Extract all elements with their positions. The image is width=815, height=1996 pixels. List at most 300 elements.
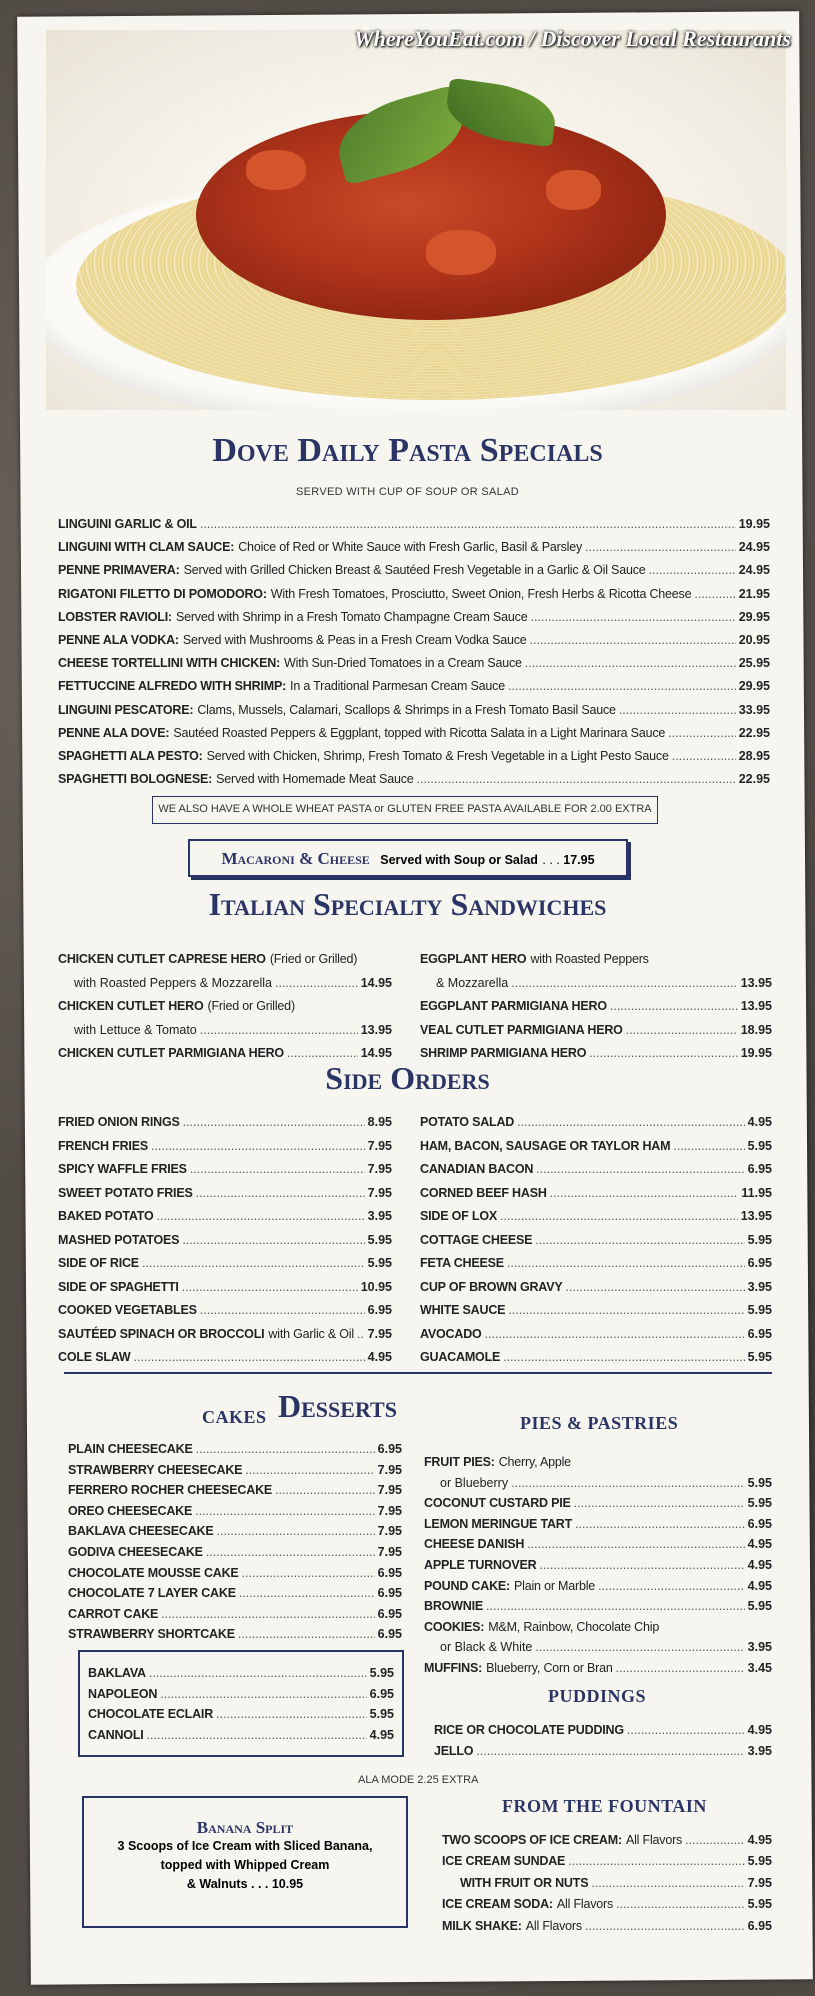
pasta-item-desc: Served with Mushrooms & Peas in a Fresh Cream Vodka Sauce xyxy=(182,633,527,647)
cake-item-price: 7.95 xyxy=(377,1524,402,1539)
pudding-item xyxy=(434,1723,772,1737)
side-item xyxy=(420,1209,772,1223)
side-item-price: 5.95 xyxy=(747,1232,772,1247)
side-item-name: POTATO SALAD xyxy=(420,1115,515,1129)
sandwich-item xyxy=(58,1046,392,1060)
side-item xyxy=(420,1186,772,1200)
leader-dots xyxy=(476,1744,744,1758)
leader-dots xyxy=(574,1496,745,1510)
side-item-price: 5.95 xyxy=(367,1232,392,1247)
pasta-item xyxy=(58,563,770,577)
side-item-price: 11.95 xyxy=(741,1185,772,1200)
pasta-item-price: 33.95 xyxy=(738,702,770,717)
pie-item xyxy=(424,1620,772,1634)
sandwich-item-name: CHICKEN CUTLET PARMIGIANA HERO xyxy=(58,1046,284,1060)
sandwich-item-continued xyxy=(436,976,772,990)
sandwich-item-price: 13.95 xyxy=(740,999,772,1013)
side-item-price: 5.95 xyxy=(747,1303,772,1317)
leader-dots xyxy=(200,1023,358,1037)
sandwich-item-name: EGGPLANT PARMIGIANA HERO xyxy=(420,999,607,1013)
banana-split-line3-wrap xyxy=(82,1875,408,1894)
leader-dots xyxy=(200,517,736,531)
pasta-item-desc: With Sun-Dried Tomatoes in a Cream Sauce xyxy=(284,656,522,671)
side-item-price: 3.95 xyxy=(367,1209,392,1223)
leader-dots xyxy=(182,1233,364,1247)
pasta-item-price: 22.95 xyxy=(738,772,770,787)
banana-split-line2: topped with Whipped Cream xyxy=(160,1858,330,1872)
side-item-name: COTTAGE CHEESE xyxy=(420,1232,533,1247)
leader-dots xyxy=(161,1607,374,1621)
pasta-note: WE ALSO HAVE A WHOLE WHEAT PASTA or GLUTEN FREE PASTA AVAILABLE FOR 2.00 EXTRA xyxy=(158,803,652,815)
fountain-item xyxy=(442,1854,772,1868)
side-item-price: 4.95 xyxy=(367,1350,392,1364)
pasta-item-name: SPAGHETTI BOLOGNESE: xyxy=(58,772,213,787)
pasta-item-name: SPAGHETTI ALA PESTO: xyxy=(58,749,203,763)
sandwich-item-name: SHRIMP PARMIGIANA HERO xyxy=(420,1046,587,1060)
fountain-item-desc: All Flavors xyxy=(625,1833,683,1847)
side-item xyxy=(58,1115,392,1129)
side-item-name: COOKED VEGETABLES xyxy=(58,1303,197,1317)
side-item-price: 3.95 xyxy=(747,1279,772,1294)
side-item-price: 13.95 xyxy=(740,1209,772,1223)
pie-item-line2: or Blueberry xyxy=(440,1475,509,1490)
pie-item-name: CHEESE DANISH xyxy=(424,1537,525,1552)
leader-dots xyxy=(157,1209,365,1223)
sandwich-item-line2: & Mozzarella xyxy=(436,975,509,990)
mac-desc: Served with Soup or Salad xyxy=(380,853,538,867)
tomato-shape xyxy=(426,230,496,275)
pudding-item-name: JELLO xyxy=(434,1743,474,1758)
leader-dots xyxy=(627,1723,745,1737)
pasta-item xyxy=(58,726,770,740)
leader-dots xyxy=(511,976,737,990)
pie-item-desc: Cherry, Apple xyxy=(498,1455,571,1469)
pie-item xyxy=(424,1455,772,1469)
pasta-item-name: PENNE ALA DOVE: xyxy=(58,725,170,740)
pasta-item-desc: Served with Homemade Meat Sauce xyxy=(216,772,414,787)
pasta-item-name: LINGUINI WITH CLAM SAUCE: xyxy=(58,540,235,555)
sandwich-item-price: 19.95 xyxy=(740,1046,772,1060)
pasta-item-desc: With Fresh Tomatoes, Prosciutto, Sweet Onion, Fresh Herbs & Ricotta Cheese xyxy=(270,586,692,601)
side-item xyxy=(58,1162,392,1176)
pasta-item-price: 19.95 xyxy=(738,517,770,531)
side-item-name: SPICY WAFFLE FRIES xyxy=(58,1162,187,1176)
side-item-name: AVOCADO xyxy=(420,1326,482,1341)
leader-dots xyxy=(589,1046,738,1060)
side-item-price: 6.95 xyxy=(747,1326,772,1341)
pastry-item xyxy=(88,1728,394,1742)
leader-dots xyxy=(183,1115,365,1129)
cake-item-price: 7.95 xyxy=(377,1503,402,1518)
sandwiches-section-title: Italian Specialty Sandwiches xyxy=(208,886,607,922)
fountain-item-desc: All Flavors xyxy=(525,1918,582,1933)
pastry-item xyxy=(88,1687,394,1701)
sandwich-item-name: VEAL CUTLET PARMIGIANA HERO xyxy=(420,1022,623,1037)
side-item xyxy=(420,1280,772,1294)
side-item-price: 7.95 xyxy=(367,1162,392,1176)
banana-split-line1: 3 Scoops of Ice Cream with Sliced Banana, xyxy=(117,1839,373,1853)
side-item-name: GUACAMOLE xyxy=(420,1350,501,1364)
fountain-item-price: 5.95 xyxy=(747,1854,772,1869)
cakes-title: CAKES xyxy=(202,1407,267,1427)
leader-dots xyxy=(239,1586,375,1600)
sandwich-item-desc: (Fried or Grilled) xyxy=(269,952,358,966)
banana-split-price: 10.95 xyxy=(271,1877,304,1891)
sandwich-item-desc: (Fried or Grilled) xyxy=(207,999,295,1013)
side-item-desc: with Garlic & Oil xyxy=(268,1326,354,1341)
sandwich-item-price: 18.95 xyxy=(740,1022,772,1037)
side-item-price: 6.95 xyxy=(367,1303,392,1317)
side-item xyxy=(58,1209,392,1223)
leader-dots xyxy=(195,1504,375,1518)
side-item-price: 5.95 xyxy=(367,1256,392,1270)
sandwich-item xyxy=(420,999,772,1013)
side-item xyxy=(58,1256,392,1270)
cake-item-name: CHOCOLATE MOUSSE CAKE xyxy=(68,1565,239,1580)
pie-item-price: 6.95 xyxy=(747,1516,772,1531)
pastry-item-price: 6.95 xyxy=(369,1686,394,1701)
leader-dots xyxy=(517,1115,745,1129)
pasta-item xyxy=(58,587,770,601)
pie-item-desc: M&M, Rainbow, Chocolate Chip xyxy=(488,1619,660,1634)
cake-item-name: FERRERO ROCHER CHEESECAKE xyxy=(68,1483,273,1498)
pasta-item-name: RIGATONI FILETTO DI POMODORO: xyxy=(58,586,267,601)
pie-item-continued xyxy=(440,1476,772,1490)
pasta-item-price: 28.95 xyxy=(738,749,770,763)
side-item-price: 10.95 xyxy=(360,1279,392,1294)
pie-item-name: APPLE TURNOVER xyxy=(424,1558,537,1572)
leader-dots xyxy=(540,1558,745,1572)
leader-dots xyxy=(245,1463,374,1477)
fountain-item-price: 7.95 xyxy=(747,1875,772,1890)
leader-dots xyxy=(508,1303,744,1317)
tomato-shape xyxy=(546,170,601,210)
pasta-item-name: LINGUINI PESCATORE: xyxy=(58,702,194,717)
pie-item-price: 5.95 xyxy=(747,1599,772,1614)
pie-item-price: 3.45 xyxy=(747,1661,772,1675)
pasta-item xyxy=(58,610,770,624)
cake-item-price: 7.95 xyxy=(377,1462,402,1477)
fountain-item-name: ICE CREAM SODA: xyxy=(442,1897,553,1912)
side-item xyxy=(58,1233,392,1247)
pastry-item-name: CANNOLI xyxy=(88,1727,144,1742)
pastry-item-name: BAKLAVA xyxy=(88,1666,146,1680)
leader-dots xyxy=(694,587,735,601)
leader-dots xyxy=(527,1537,744,1551)
pudding-item-name: RICE OR CHOCOLATE PUDDING xyxy=(434,1723,624,1737)
pie-item-desc: Blueberry, Corn or Bran xyxy=(486,1661,613,1675)
pasta-item-desc: Served with Chicken, Shrimp, Fresh Tomato & Fresh Vegetable in a Light Pesto Sauce xyxy=(206,749,669,763)
fountain-item-price: 4.95 xyxy=(747,1833,772,1847)
side-item-name: CANADIAN BACON xyxy=(420,1162,534,1176)
pie-item xyxy=(424,1599,772,1613)
leader-dots xyxy=(160,1687,366,1701)
side-item xyxy=(58,1350,392,1364)
leader-dots xyxy=(535,1233,744,1247)
side-item-price: 5.95 xyxy=(747,1138,772,1153)
pastry-item-price: 5.95 xyxy=(369,1666,394,1680)
leader-dots xyxy=(190,1162,365,1176)
leader-dots xyxy=(591,1876,744,1890)
cake-item-name: CHOCOLATE 7 LAYER CAKE xyxy=(68,1586,236,1601)
leader-dots xyxy=(147,1728,367,1742)
cake-item xyxy=(68,1463,402,1477)
section-divider xyxy=(64,1372,772,1374)
leader-dots xyxy=(508,679,736,693)
pastry-item-name: CHOCOLATE ECLAIR xyxy=(88,1707,214,1722)
pie-item-price: 3.95 xyxy=(747,1640,772,1655)
side-item xyxy=(420,1233,772,1247)
side-item xyxy=(420,1162,772,1176)
sandwich-item xyxy=(420,1046,772,1060)
pasta-item-desc: Served with Shrimp in a Fresh Tomato Champagne Cream Sauce xyxy=(175,609,528,624)
side-item-name: SAUTÉED SPINACH OR BROCCOLI xyxy=(58,1326,265,1341)
pie-item-name: COOKIES: xyxy=(424,1619,485,1634)
leader-dots xyxy=(649,563,736,577)
banana-split-title: Banana Split xyxy=(196,1818,294,1837)
fountain-item xyxy=(442,1897,772,1911)
side-item xyxy=(58,1280,392,1294)
pasta-section-title: Dove Daily Pasta Specials xyxy=(212,432,603,469)
side-item-name: BAKED POTATO xyxy=(58,1209,154,1223)
leader-dots xyxy=(525,656,736,670)
pasta-item-name: LINGUINI GARLIC & OIL xyxy=(58,517,197,531)
pasta-item-price: 25.95 xyxy=(738,656,770,671)
pudding-item-price: 4.95 xyxy=(747,1723,772,1737)
leader-dots xyxy=(575,1517,745,1531)
pudding-item xyxy=(434,1744,772,1758)
cake-item xyxy=(68,1627,402,1641)
sandwich-item xyxy=(58,999,392,1013)
side-item-name: SIDE OF RICE xyxy=(58,1256,139,1270)
mac-price: 17.95 xyxy=(563,853,595,867)
sandwich-item-price: 13.95 xyxy=(360,1022,392,1037)
sandwich-item-name: CHICKEN CUTLET HERO xyxy=(58,999,204,1013)
leader-dots xyxy=(565,1280,744,1294)
leader-dots xyxy=(511,1476,745,1490)
leader-dots xyxy=(287,1046,358,1060)
side-item-price: 6.95 xyxy=(747,1256,772,1270)
pie-item xyxy=(424,1579,772,1593)
pasta-item xyxy=(58,633,770,647)
cake-item xyxy=(68,1442,402,1456)
cake-item-name: BAKLAVA CHEESECAKE xyxy=(68,1524,214,1539)
side-item-name: MASHED POTATOES xyxy=(58,1232,180,1247)
pie-item-price: 4.95 xyxy=(747,1578,772,1593)
fountain-item xyxy=(442,1833,772,1847)
side-item-name: FETA CHEESE xyxy=(420,1256,504,1270)
fountain-item-name: ICE CREAM SUNDAE xyxy=(442,1854,566,1869)
pie-item-name: LEMON MERINGUE TART xyxy=(424,1516,573,1531)
leader-dots xyxy=(685,1833,745,1847)
side-item-name: SIDE OF LOX xyxy=(420,1209,497,1223)
side-item-price: 4.95 xyxy=(747,1115,772,1129)
pie-item-price: 4.95 xyxy=(747,1558,772,1572)
leader-dots xyxy=(200,1303,365,1317)
side-item-name: COLE SLAW xyxy=(58,1350,131,1364)
pie-item-name: MUFFINS: xyxy=(424,1661,483,1675)
sandwich-item xyxy=(420,1023,772,1037)
leader-dots xyxy=(610,999,738,1013)
pie-item xyxy=(424,1537,772,1551)
fountain-item xyxy=(460,1876,772,1890)
leader-dots xyxy=(216,1707,367,1721)
side-item xyxy=(420,1139,772,1153)
sandwich-item-name: CHICKEN CUTLET CAPRESE HERO xyxy=(58,952,266,966)
side-item xyxy=(58,1327,392,1341)
leader-dots xyxy=(357,1327,365,1341)
pasta-item-price: 20.95 xyxy=(738,633,770,647)
pastry-item-name: NAPOLEON xyxy=(88,1686,158,1701)
pastry-item-price: 4.95 xyxy=(369,1727,394,1742)
pasta-item-name: PENNE ALA VODKA: xyxy=(58,633,179,647)
pie-item-price: 5.95 xyxy=(747,1496,772,1511)
sandwich-item-price: 13.95 xyxy=(740,975,772,990)
cake-item-name: STRAWBERRY CHEESECAKE xyxy=(68,1462,243,1477)
cake-item-price: 6.95 xyxy=(377,1606,402,1621)
cake-item xyxy=(68,1483,402,1497)
pasta-photo xyxy=(46,30,786,410)
sandwich-item xyxy=(420,952,772,966)
pasta-item xyxy=(58,703,770,717)
pasta-item-desc: Clams, Mussels, Calamari, Scallops & Shrimps in a Fresh Tomato Basil Sauce xyxy=(197,702,616,717)
desserts-section-title: Desserts xyxy=(278,1388,397,1424)
side-item-price: 6.95 xyxy=(747,1162,772,1176)
leader-dots xyxy=(485,1327,745,1341)
pasta-item xyxy=(58,656,770,670)
side-item-name: CORNED BEEF HASH xyxy=(420,1185,547,1200)
sides-section-title: Side Orders xyxy=(325,1060,490,1096)
pie-item-line2: or Black & White xyxy=(440,1640,533,1655)
banana-split xyxy=(82,1818,408,1894)
pasta-item-desc: Sautéed Roasted Peppers & Eggplant, topped with Ricotta Salata in a Light Marinara Sauce xyxy=(173,725,666,740)
leader-dots xyxy=(507,1256,745,1270)
leader-dots xyxy=(134,1350,365,1364)
leader-dots xyxy=(275,976,358,990)
pasta-item-price: 24.95 xyxy=(738,540,770,555)
sandwich-item-continued xyxy=(74,1023,392,1037)
pasta-item xyxy=(58,749,770,763)
cake-item-name: STRAWBERRY SHORTCAKE xyxy=(68,1627,235,1642)
side-item-name: FRIED ONION RINGS xyxy=(58,1115,180,1129)
leader-dots xyxy=(486,1599,745,1613)
pastry-item-price: 5.95 xyxy=(369,1707,394,1722)
fountain-item-desc: All Flavors xyxy=(556,1897,614,1912)
side-item-name: CUP OF BROWN GRAVY xyxy=(420,1279,563,1294)
watermark: WhereYouEat.com / Discover Local Restaurants xyxy=(354,26,791,51)
pie-item-name: BROWNIE xyxy=(424,1599,484,1614)
banana-split-line3: & Walnuts xyxy=(186,1877,248,1891)
sandwich-item-price: 14.95 xyxy=(360,975,392,990)
leader-dots xyxy=(206,1545,375,1559)
side-item-name: WHITE SAUCE xyxy=(420,1303,506,1317)
leader-dots xyxy=(242,1566,375,1580)
leader-dots xyxy=(668,726,736,740)
leader-dots xyxy=(568,1854,744,1868)
pastry-item xyxy=(88,1707,394,1721)
leader-dots xyxy=(275,1483,375,1497)
cake-item-name: PLAIN CHEESECAKE xyxy=(68,1442,193,1456)
side-item xyxy=(58,1186,392,1200)
fountain-item-price: 6.95 xyxy=(747,1918,772,1933)
leader-dots xyxy=(585,1919,745,1933)
mac-name: Macaroni & Cheese xyxy=(221,849,370,868)
tomato-shape xyxy=(246,150,306,190)
side-item xyxy=(58,1303,392,1317)
pasta-item xyxy=(58,679,770,693)
pasta-item-name: LOBSTER RAVIOLI: xyxy=(58,609,172,624)
leader-dots xyxy=(238,1627,375,1641)
pasta-item-name: PENNE PRIMAVERA: xyxy=(58,563,180,578)
sandwich-item-line2: with Lettuce & Tomato xyxy=(74,1022,197,1037)
pasta-item-price: 22.95 xyxy=(738,725,770,740)
leader-dots xyxy=(535,1640,744,1654)
pasta-item-desc: Choice of Red or White Sauce with Fresh Garlic, Basil & Parsley xyxy=(238,540,583,555)
leader-dots xyxy=(626,1023,738,1037)
leader-dots xyxy=(500,1209,738,1223)
cake-item-name: OREO CHEESECAKE xyxy=(68,1503,193,1518)
cake-item xyxy=(68,1504,402,1518)
side-item xyxy=(420,1115,772,1129)
pasta-item-desc: In a Traditional Parmesan Cream Sauce xyxy=(290,679,505,694)
pie-item-price: 4.95 xyxy=(747,1537,772,1552)
pasta-item-desc: Served with Grilled Chicken Breast & Sautéed Fresh Vegetable in a Garlic & Oil Sauce xyxy=(183,563,646,578)
side-item xyxy=(420,1327,772,1341)
side-item xyxy=(420,1303,772,1317)
leader-dots xyxy=(151,1139,365,1153)
cake-item-price: 6.95 xyxy=(377,1565,402,1580)
side-item-price: 8.95 xyxy=(367,1115,392,1129)
leader-dots xyxy=(616,1661,745,1675)
leader-dots xyxy=(585,540,736,554)
side-item xyxy=(420,1350,772,1364)
leader-dots xyxy=(149,1666,367,1680)
pasta-item-name: FETTUCCINE ALFREDO WITH SHRIMP: xyxy=(58,679,287,694)
leader-dots xyxy=(616,1897,745,1911)
pie-item xyxy=(424,1496,772,1510)
pasta-item-price: 29.95 xyxy=(738,609,770,624)
leader-dots xyxy=(196,1442,375,1456)
leader-dots xyxy=(530,633,736,647)
banana-split-dots: . . . xyxy=(247,1877,272,1891)
side-item-name: HAM, BACON, SAUSAGE OR TAYLOR HAM xyxy=(420,1138,671,1153)
sandwich-item-desc: with Roasted Peppers xyxy=(530,952,649,966)
leader-dots xyxy=(673,1139,744,1153)
side-item-price: 7.95 xyxy=(367,1185,392,1200)
pie-item-continued xyxy=(440,1640,772,1654)
cake-item-price: 6.95 xyxy=(377,1627,402,1642)
cake-item-price: 7.95 xyxy=(377,1483,402,1498)
leader-dots xyxy=(598,1579,745,1593)
cake-item-price: 6.95 xyxy=(377,1442,402,1456)
pasta-item-price: 29.95 xyxy=(738,679,770,694)
sandwich-item-price: 14.95 xyxy=(360,1046,392,1060)
pie-item-name: POUND CAKE: xyxy=(424,1578,510,1593)
cake-item xyxy=(68,1545,402,1559)
leader-dots xyxy=(182,1280,358,1294)
side-item-price: 7.95 xyxy=(367,1138,392,1153)
cake-item xyxy=(68,1607,402,1621)
leader-dots xyxy=(619,703,736,717)
cake-item-name: GODIVA CHEESECAKE xyxy=(68,1545,203,1559)
side-item-name: SIDE OF SPAGHETTI xyxy=(58,1279,179,1294)
pie-item-name: COCONUT CUSTARD PIE xyxy=(424,1496,571,1511)
cake-item xyxy=(68,1586,402,1600)
pie-item-price: 5.95 xyxy=(747,1475,772,1490)
sandwich-item-name: EGGPLANT HERO xyxy=(420,952,527,966)
pie-item xyxy=(424,1661,772,1675)
pasta-item xyxy=(58,540,770,554)
